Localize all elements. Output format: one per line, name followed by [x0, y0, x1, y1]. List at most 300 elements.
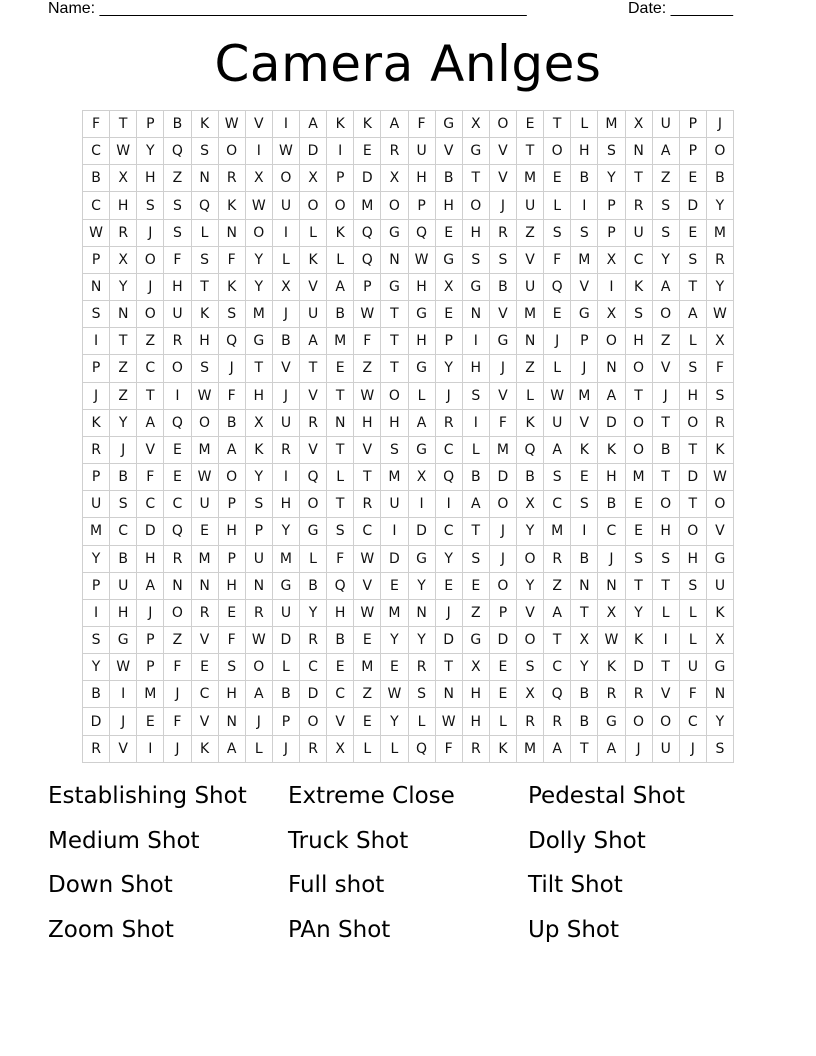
grid-cell[interactable]: U [164, 301, 191, 328]
grid-cell[interactable]: P [83, 355, 110, 382]
grid-cell[interactable]: Y [137, 138, 164, 165]
grid-cell[interactable]: S [653, 192, 680, 219]
grid-cell[interactable]: W [354, 301, 381, 328]
grid-cell[interactable]: G [409, 546, 436, 573]
grid-cell[interactable]: Z [354, 681, 381, 708]
grid-cell[interactable]: X [436, 274, 463, 301]
grid-cell[interactable]: L [327, 464, 354, 491]
grid-cell[interactable]: O [192, 410, 219, 437]
grid-cell[interactable]: J [653, 383, 680, 410]
grid-cell[interactable]: K [300, 247, 327, 274]
grid-cell[interactable]: F [164, 654, 191, 681]
grid-cell[interactable]: S [192, 247, 219, 274]
grid-cell[interactable]: N [381, 247, 408, 274]
grid-cell[interactable]: G [463, 138, 490, 165]
grid-cell[interactable]: T [626, 165, 653, 192]
grid-cell[interactable]: Q [517, 437, 544, 464]
grid-cell[interactable]: N [463, 301, 490, 328]
grid-cell[interactable]: T [110, 328, 137, 355]
grid-cell[interactable]: W [192, 383, 219, 410]
grid-cell[interactable]: Q [409, 220, 436, 247]
grid-cell[interactable]: C [137, 491, 164, 518]
grid-cell[interactable]: B [653, 437, 680, 464]
grid-cell[interactable]: E [137, 708, 164, 735]
grid-cell[interactable]: K [327, 220, 354, 247]
grid-cell[interactable]: G [436, 111, 463, 138]
grid-cell[interactable]: H [598, 464, 625, 491]
grid-cell[interactable]: L [463, 437, 490, 464]
grid-cell[interactable]: H [273, 491, 300, 518]
grid-cell[interactable]: R [300, 627, 327, 654]
grid-cell[interactable]: S [680, 573, 707, 600]
grid-cell[interactable]: H [463, 220, 490, 247]
grid-cell[interactable]: Y [571, 654, 598, 681]
grid-cell[interactable]: A [653, 138, 680, 165]
grid-cell[interactable]: M [571, 247, 598, 274]
grid-cell[interactable]: P [680, 111, 707, 138]
grid-cell[interactable]: O [653, 708, 680, 735]
grid-cell[interactable]: F [354, 328, 381, 355]
grid-cell[interactable]: J [137, 600, 164, 627]
grid-cell[interactable]: K [707, 600, 734, 627]
grid-cell[interactable]: G [707, 546, 734, 573]
grid-cell[interactable]: H [327, 600, 354, 627]
grid-cell[interactable]: V [571, 274, 598, 301]
grid-cell[interactable]: U [300, 301, 327, 328]
grid-cell[interactable]: V [490, 165, 517, 192]
grid-cell[interactable]: L [571, 111, 598, 138]
grid-cell[interactable]: Z [544, 573, 571, 600]
grid-cell[interactable]: X [463, 654, 490, 681]
grid-cell[interactable]: S [680, 247, 707, 274]
grid-cell[interactable]: H [381, 410, 408, 437]
grid-cell[interactable]: R [544, 708, 571, 735]
grid-cell[interactable]: V [137, 437, 164, 464]
grid-cell[interactable]: V [436, 138, 463, 165]
grid-cell[interactable]: E [381, 573, 408, 600]
grid-cell[interactable]: O [707, 138, 734, 165]
grid-cell[interactable]: J [490, 546, 517, 573]
grid-cell[interactable]: G [273, 573, 300, 600]
grid-cell[interactable]: M [354, 192, 381, 219]
grid-cell[interactable]: Q [164, 518, 191, 545]
grid-cell[interactable]: O [381, 383, 408, 410]
grid-cell[interactable]: L [273, 654, 300, 681]
grid-cell[interactable]: D [409, 518, 436, 545]
grid-cell[interactable]: F [327, 546, 354, 573]
grid-cell[interactable]: N [83, 274, 110, 301]
grid-cell[interactable]: Q [436, 464, 463, 491]
grid-cell[interactable]: U [409, 138, 436, 165]
grid-cell[interactable]: S [219, 654, 246, 681]
grid-cell[interactable]: O [219, 138, 246, 165]
grid-cell[interactable]: S [653, 220, 680, 247]
grid-cell[interactable]: F [490, 410, 517, 437]
grid-cell[interactable]: O [463, 192, 490, 219]
grid-cell[interactable]: J [137, 274, 164, 301]
grid-cell[interactable]: T [436, 654, 463, 681]
grid-cell[interactable]: F [409, 111, 436, 138]
grid-cell[interactable]: D [381, 546, 408, 573]
grid-cell[interactable]: G [246, 328, 273, 355]
grid-cell[interactable]: O [164, 355, 191, 382]
grid-cell[interactable]: B [110, 464, 137, 491]
grid-cell[interactable]: E [219, 600, 246, 627]
grid-cell[interactable]: G [409, 355, 436, 382]
grid-cell[interactable]: P [598, 220, 625, 247]
grid-cell[interactable]: J [436, 600, 463, 627]
grid-cell[interactable]: L [653, 600, 680, 627]
grid-cell[interactable]: E [327, 355, 354, 382]
grid-cell[interactable]: P [137, 627, 164, 654]
grid-cell[interactable]: G [571, 301, 598, 328]
grid-cell[interactable]: J [164, 681, 191, 708]
grid-cell[interactable]: R [626, 681, 653, 708]
grid-cell[interactable]: P [219, 546, 246, 573]
grid-cell[interactable]: D [680, 464, 707, 491]
grid-cell[interactable]: R [83, 736, 110, 763]
grid-cell[interactable]: E [436, 573, 463, 600]
grid-cell[interactable]: T [653, 410, 680, 437]
grid-cell[interactable]: K [626, 627, 653, 654]
grid-cell[interactable]: J [626, 736, 653, 763]
grid-cell[interactable]: M [381, 464, 408, 491]
grid-cell[interactable]: R [544, 546, 571, 573]
grid-cell[interactable]: U [83, 491, 110, 518]
grid-cell[interactable]: O [164, 600, 191, 627]
grid-cell[interactable]: F [219, 627, 246, 654]
grid-cell[interactable]: S [246, 491, 273, 518]
grid-cell[interactable]: E [354, 627, 381, 654]
grid-cell[interactable]: G [381, 220, 408, 247]
grid-cell[interactable]: Y [653, 247, 680, 274]
grid-cell[interactable]: A [300, 111, 327, 138]
grid-cell[interactable]: Y [707, 708, 734, 735]
grid-cell[interactable]: L [300, 220, 327, 247]
grid-cell[interactable]: Y [246, 464, 273, 491]
grid-cell[interactable]: R [436, 410, 463, 437]
grid-cell[interactable]: L [327, 247, 354, 274]
grid-cell[interactable]: L [680, 328, 707, 355]
grid-cell[interactable]: O [137, 301, 164, 328]
grid-cell[interactable]: O [327, 192, 354, 219]
grid-cell[interactable]: W [354, 546, 381, 573]
grid-cell[interactable]: F [544, 247, 571, 274]
grid-cell[interactable]: Y [707, 192, 734, 219]
grid-cell[interactable]: V [653, 681, 680, 708]
grid-cell[interactable]: J [436, 383, 463, 410]
grid-cell[interactable]: Z [463, 600, 490, 627]
grid-cell[interactable]: P [83, 247, 110, 274]
grid-cell[interactable]: P [137, 111, 164, 138]
grid-cell[interactable]: K [219, 274, 246, 301]
grid-cell[interactable]: L [544, 355, 571, 382]
grid-cell[interactable]: Z [653, 165, 680, 192]
grid-cell[interactable]: N [517, 328, 544, 355]
grid-cell[interactable]: F [436, 736, 463, 763]
grid-cell[interactable]: D [626, 654, 653, 681]
grid-cell[interactable]: S [327, 518, 354, 545]
grid-cell[interactable]: Y [436, 546, 463, 573]
grid-cell[interactable]: I [571, 518, 598, 545]
grid-cell[interactable]: X [300, 165, 327, 192]
grid-cell[interactable]: J [246, 708, 273, 735]
grid-cell[interactable]: I [327, 138, 354, 165]
grid-cell[interactable]: I [463, 328, 490, 355]
grid-cell[interactable]: V [110, 736, 137, 763]
grid-cell[interactable]: O [626, 708, 653, 735]
grid-cell[interactable]: A [137, 573, 164, 600]
grid-cell[interactable]: B [273, 328, 300, 355]
grid-cell[interactable]: G [490, 328, 517, 355]
grid-cell[interactable]: A [300, 328, 327, 355]
grid-cell[interactable]: Y [436, 355, 463, 382]
grid-cell[interactable]: N [164, 573, 191, 600]
grid-cell[interactable]: M [192, 546, 219, 573]
grid-cell[interactable]: K [490, 736, 517, 763]
grid-cell[interactable]: G [463, 627, 490, 654]
grid-cell[interactable]: C [300, 654, 327, 681]
grid-cell[interactable]: E [544, 301, 571, 328]
grid-cell[interactable]: B [327, 301, 354, 328]
grid-cell[interactable]: R [517, 708, 544, 735]
grid-cell[interactable]: I [273, 111, 300, 138]
grid-cell[interactable]: P [219, 491, 246, 518]
grid-cell[interactable]: Y [83, 654, 110, 681]
grid-cell[interactable]: C [354, 518, 381, 545]
grid-cell[interactable]: E [490, 681, 517, 708]
grid-cell[interactable]: E [626, 491, 653, 518]
grid-cell[interactable]: E [680, 220, 707, 247]
grid-cell[interactable]: G [381, 274, 408, 301]
grid-cell[interactable]: H [192, 328, 219, 355]
grid-cell[interactable]: O [517, 627, 544, 654]
grid-cell[interactable]: B [436, 165, 463, 192]
grid-cell[interactable]: H [219, 518, 246, 545]
grid-cell[interactable]: N [219, 708, 246, 735]
grid-cell[interactable]: Z [164, 627, 191, 654]
grid-cell[interactable]: J [137, 220, 164, 247]
grid-cell[interactable]: W [409, 247, 436, 274]
grid-cell[interactable]: X [463, 111, 490, 138]
grid-cell[interactable]: O [653, 301, 680, 328]
grid-cell[interactable]: O [300, 491, 327, 518]
grid-cell[interactable]: R [707, 247, 734, 274]
grid-cell[interactable]: Q [354, 247, 381, 274]
grid-cell[interactable]: M [354, 654, 381, 681]
grid-cell[interactable]: E [164, 464, 191, 491]
grid-cell[interactable]: A [381, 111, 408, 138]
grid-cell[interactable]: O [137, 247, 164, 274]
grid-cell[interactable]: D [300, 681, 327, 708]
grid-cell[interactable]: U [653, 111, 680, 138]
grid-cell[interactable]: X [110, 165, 137, 192]
grid-cell[interactable]: F [83, 111, 110, 138]
grid-cell[interactable]: V [490, 138, 517, 165]
grid-cell[interactable]: V [354, 437, 381, 464]
grid-cell[interactable]: X [598, 247, 625, 274]
grid-cell[interactable]: S [164, 192, 191, 219]
grid-cell[interactable]: R [490, 220, 517, 247]
grid-cell[interactable]: V [300, 437, 327, 464]
grid-cell[interactable]: U [544, 410, 571, 437]
grid-cell[interactable]: Z [354, 355, 381, 382]
grid-cell[interactable]: E [436, 301, 463, 328]
grid-cell[interactable]: B [83, 681, 110, 708]
grid-cell[interactable]: C [436, 518, 463, 545]
grid-cell[interactable]: S [83, 301, 110, 328]
grid-cell[interactable]: I [273, 464, 300, 491]
grid-cell[interactable]: W [381, 681, 408, 708]
grid-cell[interactable]: I [83, 328, 110, 355]
grid-cell[interactable]: O [653, 491, 680, 518]
grid-cell[interactable]: S [463, 383, 490, 410]
grid-cell[interactable]: D [83, 708, 110, 735]
grid-cell[interactable]: V [490, 383, 517, 410]
grid-cell[interactable]: T [680, 274, 707, 301]
grid-cell[interactable]: Y [707, 274, 734, 301]
grid-cell[interactable]: M [192, 437, 219, 464]
grid-cell[interactable]: J [571, 355, 598, 382]
grid-cell[interactable]: B [571, 681, 598, 708]
grid-cell[interactable]: Q [164, 138, 191, 165]
grid-cell[interactable]: J [490, 518, 517, 545]
grid-cell[interactable]: H [571, 138, 598, 165]
grid-cell[interactable]: E [436, 220, 463, 247]
grid-cell[interactable]: J [164, 736, 191, 763]
grid-cell[interactable]: L [490, 708, 517, 735]
grid-cell[interactable]: D [436, 627, 463, 654]
grid-cell[interactable]: Q [409, 736, 436, 763]
grid-cell[interactable]: R [626, 192, 653, 219]
grid-cell[interactable]: D [680, 192, 707, 219]
grid-cell[interactable]: O [381, 192, 408, 219]
grid-cell[interactable]: R [246, 600, 273, 627]
grid-cell[interactable]: I [598, 274, 625, 301]
grid-cell[interactable]: H [409, 165, 436, 192]
grid-cell[interactable]: F [137, 464, 164, 491]
grid-cell[interactable]: P [409, 192, 436, 219]
grid-cell[interactable]: K [219, 192, 246, 219]
grid-cell[interactable]: U [110, 573, 137, 600]
grid-cell[interactable]: R [83, 437, 110, 464]
grid-cell[interactable]: Q [327, 573, 354, 600]
grid-cell[interactable]: T [354, 464, 381, 491]
grid-cell[interactable]: N [626, 138, 653, 165]
grid-cell[interactable]: P [83, 464, 110, 491]
grid-cell[interactable]: K [626, 274, 653, 301]
grid-cell[interactable]: B [571, 165, 598, 192]
grid-cell[interactable]: T [653, 654, 680, 681]
grid-cell[interactable]: T [381, 301, 408, 328]
grid-cell[interactable]: R [300, 736, 327, 763]
grid-cell[interactable]: E [354, 708, 381, 735]
grid-cell[interactable]: V [653, 355, 680, 382]
grid-cell[interactable]: H [680, 383, 707, 410]
grid-cell[interactable]: V [490, 301, 517, 328]
grid-cell[interactable]: L [300, 546, 327, 573]
grid-cell[interactable]: X [517, 491, 544, 518]
grid-cell[interactable]: U [246, 546, 273, 573]
grid-cell[interactable]: Z [517, 355, 544, 382]
grid-cell[interactable]: B [598, 491, 625, 518]
grid-cell[interactable]: X [707, 328, 734, 355]
grid-cell[interactable]: A [409, 410, 436, 437]
grid-cell[interactable]: S [598, 138, 625, 165]
grid-cell[interactable]: S [490, 247, 517, 274]
grid-cell[interactable]: H [436, 192, 463, 219]
grid-cell[interactable]: E [327, 654, 354, 681]
grid-cell[interactable]: O [626, 437, 653, 464]
grid-cell[interactable]: S [544, 220, 571, 247]
grid-cell[interactable]: T [544, 111, 571, 138]
grid-cell[interactable]: M [273, 546, 300, 573]
grid-cell[interactable]: A [463, 491, 490, 518]
grid-cell[interactable]: X [626, 111, 653, 138]
grid-cell[interactable]: S [571, 220, 598, 247]
grid-cell[interactable]: P [680, 138, 707, 165]
grid-cell[interactable]: S [653, 546, 680, 573]
grid-cell[interactable]: H [409, 328, 436, 355]
grid-cell[interactable]: X [246, 410, 273, 437]
grid-cell[interactable]: E [626, 518, 653, 545]
grid-cell[interactable]: U [626, 220, 653, 247]
grid-cell[interactable]: E [680, 165, 707, 192]
grid-cell[interactable]: L [680, 600, 707, 627]
grid-cell[interactable]: A [680, 301, 707, 328]
grid-cell[interactable]: Y [381, 708, 408, 735]
grid-cell[interactable]: C [544, 654, 571, 681]
grid-cell[interactable]: K [598, 654, 625, 681]
grid-cell[interactable]: E [192, 654, 219, 681]
grid-cell[interactable]: X [409, 464, 436, 491]
grid-cell[interactable]: N [409, 600, 436, 627]
grid-cell[interactable]: H [110, 192, 137, 219]
grid-cell[interactable]: L [273, 247, 300, 274]
grid-cell[interactable]: D [490, 464, 517, 491]
grid-cell[interactable]: Y [83, 546, 110, 573]
grid-cell[interactable]: M [517, 165, 544, 192]
grid-cell[interactable]: A [598, 736, 625, 763]
grid-cell[interactable]: Y [409, 627, 436, 654]
grid-cell[interactable]: Y [273, 518, 300, 545]
grid-cell[interactable]: T [517, 138, 544, 165]
grid-cell[interactable]: O [300, 708, 327, 735]
grid-cell[interactable]: Q [164, 410, 191, 437]
grid-cell[interactable]: L [680, 627, 707, 654]
grid-cell[interactable]: W [83, 220, 110, 247]
grid-cell[interactable]: P [354, 274, 381, 301]
grid-cell[interactable]: Y [409, 573, 436, 600]
grid-cell[interactable]: N [598, 355, 625, 382]
date-field-label[interactable]: Date: _______ [628, 0, 733, 17]
grid-cell[interactable]: T [571, 736, 598, 763]
grid-cell[interactable]: N [707, 681, 734, 708]
grid-cell[interactable]: U [680, 654, 707, 681]
grid-cell[interactable]: B [219, 410, 246, 437]
grid-cell[interactable]: O [490, 573, 517, 600]
grid-cell[interactable]: M [544, 518, 571, 545]
grid-cell[interactable]: S [463, 247, 490, 274]
grid-cell[interactable]: U [653, 736, 680, 763]
grid-cell[interactable]: P [490, 600, 517, 627]
grid-cell[interactable]: T [626, 573, 653, 600]
grid-cell[interactable]: D [354, 165, 381, 192]
grid-cell[interactable]: K [707, 437, 734, 464]
grid-cell[interactable]: R [192, 600, 219, 627]
grid-cell[interactable]: X [598, 600, 625, 627]
grid-cell[interactable]: T [192, 274, 219, 301]
